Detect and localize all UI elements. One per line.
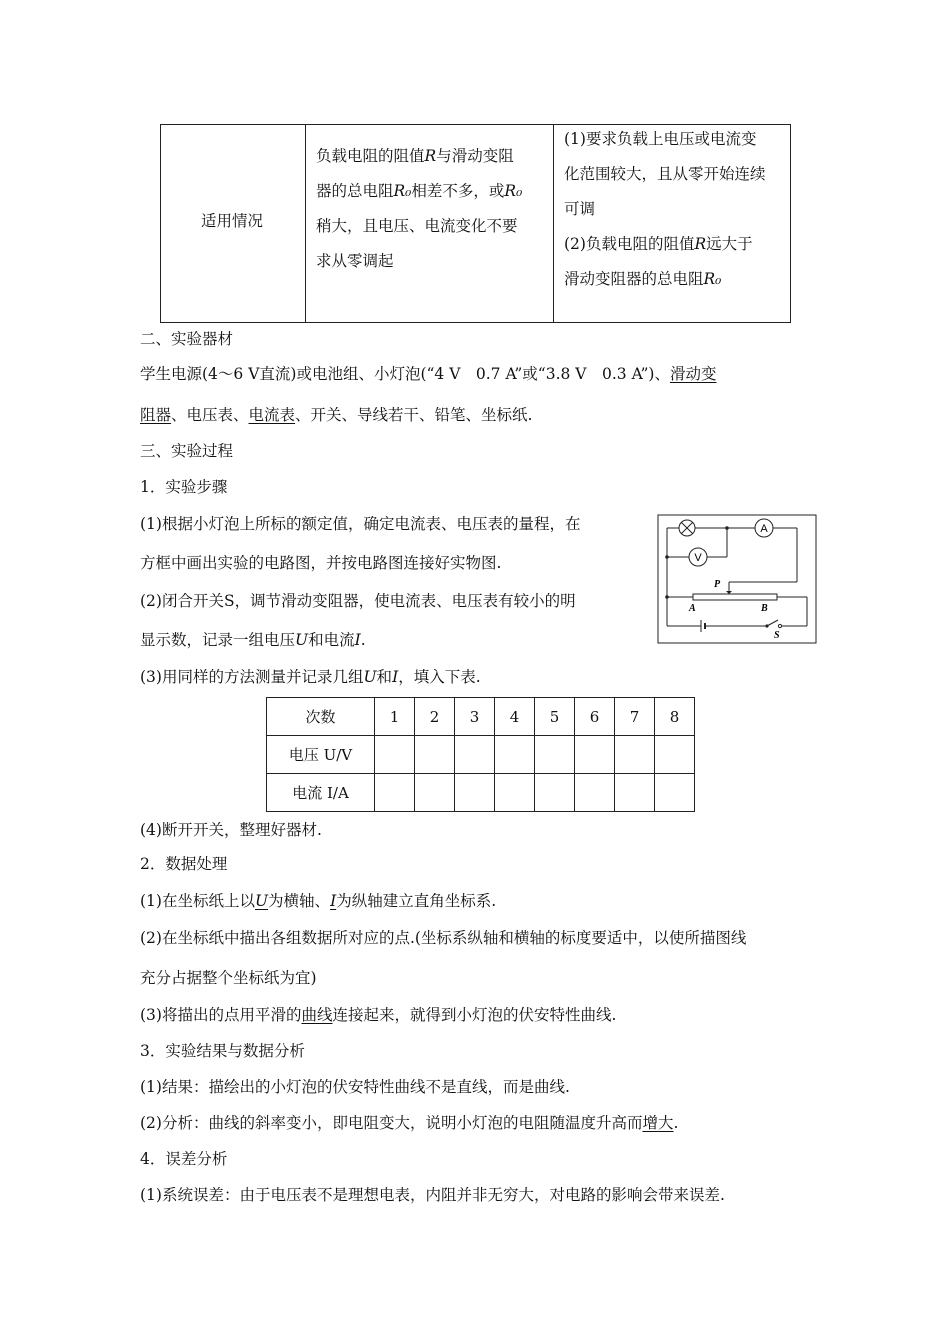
table-cell: 1: [375, 698, 415, 736]
step-2-line-2: 显示数，记录一组电压U和电流I.: [140, 631, 366, 649]
label-s: S: [774, 630, 780, 641]
section-heading-materials: 二、实验器材: [140, 330, 234, 348]
step-3: (3)用同样的方法测量并记录几组U和I，填入下表.: [140, 668, 481, 686]
col2-text: 负载电阻的阻值R与滑动变阻 器的总电阻R₀相差不多，或R₀ 稍大，且电压、电流变化不要 求从零调起: [316, 147, 523, 270]
table-cell: 8: [655, 698, 695, 736]
data-2-line-1: (2)在坐标纸中描出各组数据所对应的点.(坐标系纵轴和横轴的标度要适中，以使所描图线: [140, 929, 747, 947]
table-row: [267, 698, 695, 736]
table-row-label-voltage: 电压 U/V: [267, 736, 375, 774]
label-a: A: [689, 603, 696, 614]
table-cell: 6: [575, 698, 615, 736]
label-b: B: [761, 603, 768, 614]
table-row: [267, 736, 695, 774]
row-label: 适用情况: [201, 212, 264, 230]
subheading-error: 4．误差分析: [140, 1150, 228, 1168]
result-1: (1)结果：描绘出的小灯泡的伏安特性曲线不是直线，而是曲线.: [140, 1078, 570, 1096]
table-cell: 5: [535, 698, 575, 736]
rheostat-icon: [693, 594, 777, 600]
materials-line-2: 阻器、电压表、电流表、开关、导线若干、铅笔、坐标纸.: [140, 406, 533, 424]
step-1-line-2: 方框中画出实验的电路图，并按电路图连接好实物图.: [140, 554, 502, 572]
data-1: (1)在坐标纸上以U为横轴、I为纵轴建立直角坐标系.: [140, 892, 497, 910]
section-heading-process: 三、实验过程: [140, 442, 234, 460]
table-cell: 3: [455, 698, 495, 736]
table-header-label: 次数: [267, 698, 375, 736]
subheading-data: 2．数据处理: [140, 855, 228, 873]
subheading-steps: 1．实验步骤: [140, 478, 228, 496]
result-2: (2)分析：曲线的斜率变小，即电阻变大，说明小灯泡的电阻随温度升高而增大.: [140, 1114, 679, 1132]
step-1-line-1: (1)根据小灯泡上所标的额定值，确定电流表、电压表的量程，在: [140, 515, 581, 533]
subheading-results: 3．实验结果与数据分析: [140, 1042, 305, 1060]
table-row: [267, 774, 695, 812]
ammeter-label: A: [760, 523, 768, 535]
table-cell: 7: [615, 698, 655, 736]
materials-line-1: 学生电源(4～6 V直流)或电池组、小灯泡(“4 V 0.7 A”或“3.8 V 0.3 A”)、滑动变: [140, 365, 717, 383]
data-3: (3)将描出的点用平滑的曲线连接起来，就得到小灯泡的伏安特性曲线.: [140, 1006, 617, 1024]
step-4: (4)断开开关，整理好器材.: [140, 821, 322, 839]
switch-icon: [767, 620, 778, 626]
col3-text: (1)要求负载上电压或电流变 化范围较大，且从零开始连续 可调 (2)负载电阻的阻值R远大于 滑动变阻器的总电阻R₀: [564, 130, 766, 288]
table-row-label-current: 电流 I/A: [267, 774, 375, 812]
error-1: (1)系统误差：由于电压表不是理想电表，内阻并非无穷大，对电路的影响会带来误差.: [140, 1186, 725, 1204]
circuit-diagram: [657, 514, 817, 644]
data-2-line-2: 充分占据整个坐标纸为宜): [140, 969, 317, 987]
step-2-line-1: (2)闭合开关S，调节滑动变阻器，使电流表、电压表有较小的明: [140, 592, 576, 610]
comparison-table: [160, 124, 791, 323]
data-table: [266, 697, 695, 812]
table-cell: 4: [495, 698, 535, 736]
table-cell: 2: [415, 698, 455, 736]
voltmeter-label: V: [694, 552, 702, 564]
label-p: P: [714, 579, 721, 590]
